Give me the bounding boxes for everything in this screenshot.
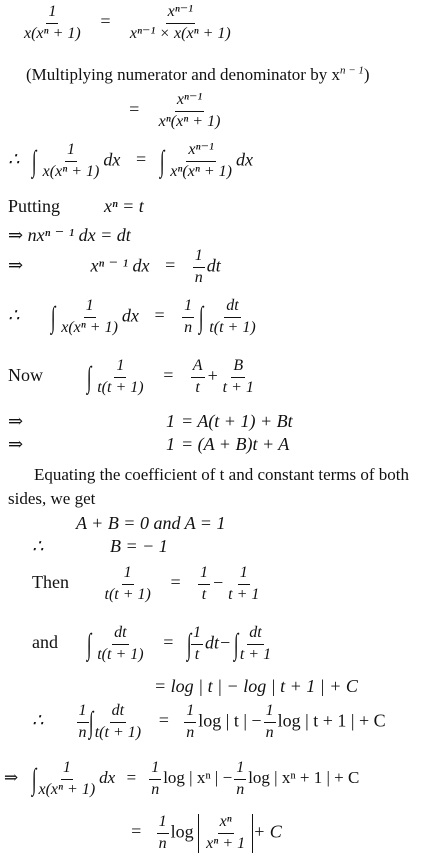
line-21: = $\frac{1}{n}$ log $\frac{\text{xⁿ}}{\text{xⁿ + 1}}$ + C — [130, 813, 282, 852]
line-4: ∴ ∫ $\frac{1}{\text{x(xⁿ + 1)}}$ dx = ∫ $\frac{\text{xⁿ⁻¹}}{\text{xⁿ(xⁿ + 1)}}$ dx — [8, 141, 253, 180]
absolute-value: $\frac{\text{xⁿ}}{\text{xⁿ + 1}}$ — [198, 814, 253, 853]
equals: = — [99, 11, 112, 32]
line-20: ⇒ ∫ $\frac{1}{\text{x(xⁿ + 1)}}$ dx = $\frac{1}{n}$ log | xⁿ | − $\frac{1}{n}$ log | xⁿ + 1 | + C — [4, 759, 360, 798]
fraction: $\frac{\text{xⁿ⁻¹}}{\text{xⁿ(xⁿ + 1)}}$ — [158, 91, 221, 130]
fraction: $\frac{1}{\text{x(xⁿ + 1)}}$ — [24, 3, 81, 42]
integral-sign: ∫ — [159, 144, 164, 178]
line-14: A + B = 0 and A = 1 — [76, 513, 226, 533]
line-1 — [20, 4, 235, 43]
fraction: $\frac{\text{xⁿ⁻¹}}{\text{xⁿ⁻¹ × x(xⁿ + 1)}}$ — [129, 3, 231, 42]
line-5: Putting xⁿ = t — [8, 196, 144, 216]
line-18: = log | t | − log | t + 1 | + C — [154, 676, 358, 696]
line-10: ⇒ 1 = A(t + 1) + Bt — [8, 411, 293, 431]
line-15: ∴ B = − 1 — [32, 536, 168, 556]
line-16: Then $\frac{1}{t(t + 1)}$ = $\frac{1}{t}$ − $\frac{1}{t + 1}$ — [32, 564, 260, 603]
line-6: ⇒ nxⁿ ⁻ ¹ dx = dt — [8, 225, 131, 245]
line-17: and ∫ $\frac{dt}{t(t + 1)}$ = ∫ $\frac{1}{t}$ dt− ∫ $\frac{dt}{t + 1}$ — [32, 624, 272, 663]
line-2: (Multiplying numerator and denominator by $x^{n - 1}$) — [26, 64, 370, 84]
line-3: = $\frac{\text{xⁿ⁻¹}}{\text{xⁿ(xⁿ + 1)}}$ — [128, 91, 221, 130]
line-19: ∴ $\frac{1}{n}$ ∫ $\frac{dt}{t(t + 1)}$ = $\frac{1}{n}$ log | t | − $\frac{1}{n}$ log | t + 1 | + C — [32, 702, 386, 741]
line-9: Now ∫ $\frac{1}{t(t + 1)}$ = $\frac{A}{t}$ + $\frac{B}{t + 1}$ — [8, 357, 254, 396]
line-13: sides, we get — [8, 489, 96, 508]
line-12: Equating the coefficient of t and constant terms of both — [34, 465, 409, 484]
integral-sign: ∫ — [31, 144, 37, 178]
line-8: ∴ ∫ $\frac{1}{\text{x(xⁿ + 1)}}$ dx = $\frac{1}{n}$ ∫ $\frac{dt}{t(t + 1)}$ — [8, 297, 256, 336]
line-7: ⇒ xⁿ ⁻ ¹ dx = $\frac{1}{n}$ dt — [8, 247, 221, 286]
line-11: ⇒ 1 = (A + B)t + A — [8, 434, 290, 454]
